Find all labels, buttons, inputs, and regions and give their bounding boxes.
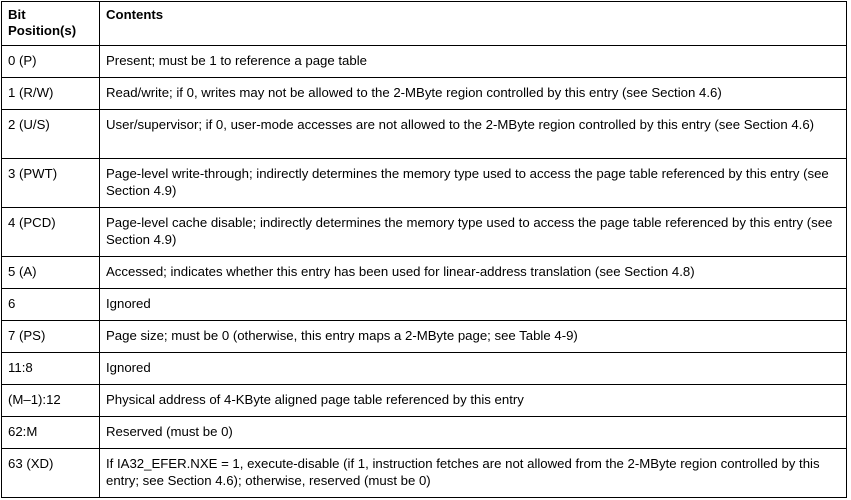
contents-cell: Read/write; if 0, writes may not be allowed to the 2-MByte region controlled by this entry (see Section 4.6) [100,78,847,110]
contents-cell: Accessed; indicates whether this entry has been used for linear-address translation (see Section 4.8) [100,257,847,289]
contents-cell: Physical address of 4-KByte aligned page table referenced by this entry [100,385,847,417]
table-row [2,289,847,321]
contents-cell: Ignored [100,353,847,385]
table-row [2,353,847,385]
table-row [2,321,847,353]
contents-cell: Page-level cache disable; indirectly determines the memory type used to access the page table referenced by this entry (see Section 4.9) [100,208,847,257]
bit-position-cell: 63 (XD) [2,449,100,498]
contents-cell: Page size; must be 0 (otherwise, this entry maps a 2-MByte page; see Table 4-9) [100,321,847,353]
table-row [2,46,847,78]
header-bit-positions: Bit Position(s) [2,2,100,46]
page-table-entry-format-table [1,1,847,498]
bit-position-cell: 4 (PCD) [2,208,100,257]
bit-position-cell: 11:8 [2,353,100,385]
bit-position-cell: 62:M [2,417,100,449]
bit-position-cell: 0 (P) [2,46,100,78]
table-row [2,208,847,257]
contents-cell: If IA32_EFER.NXE = 1, execute-disable (if 1, instruction fetches are not allowed from the 2-MByte region controlled by this entry; see Section 4.6); otherwise, reserved (must be 0) [100,449,847,498]
table-body [2,46,847,498]
table-row [2,417,847,449]
bit-position-cell: 5 (A) [2,257,100,289]
bit-position-cell: (M–1):12 [2,385,100,417]
header-contents: Contents [100,2,847,46]
table-row [2,385,847,417]
contents-cell: Page-level write-through; indirectly determines the memory type used to access the page table referenced by this entry (see Section 4.9) [100,159,847,208]
contents-cell: Present; must be 1 to reference a page table [100,46,847,78]
bit-position-cell: 1 (R/W) [2,78,100,110]
table-row [2,159,847,208]
bit-position-cell: 3 (PWT) [2,159,100,208]
header-row [2,2,847,46]
table-row [2,449,847,498]
bit-position-cell: 6 [2,289,100,321]
table-row [2,78,847,110]
contents-cell: Reserved (must be 0) [100,417,847,449]
table-row [2,257,847,289]
table-row [2,110,847,159]
bit-position-cell: 7 (PS) [2,321,100,353]
bit-position-cell: 2 (U/S) [2,110,100,159]
contents-cell: Ignored [100,289,847,321]
table-header [2,2,847,46]
contents-cell: User/supervisor; if 0, user-mode accesses are not allowed to the 2-MByte region controlled by this entry (see Section 4.6) [100,110,847,159]
